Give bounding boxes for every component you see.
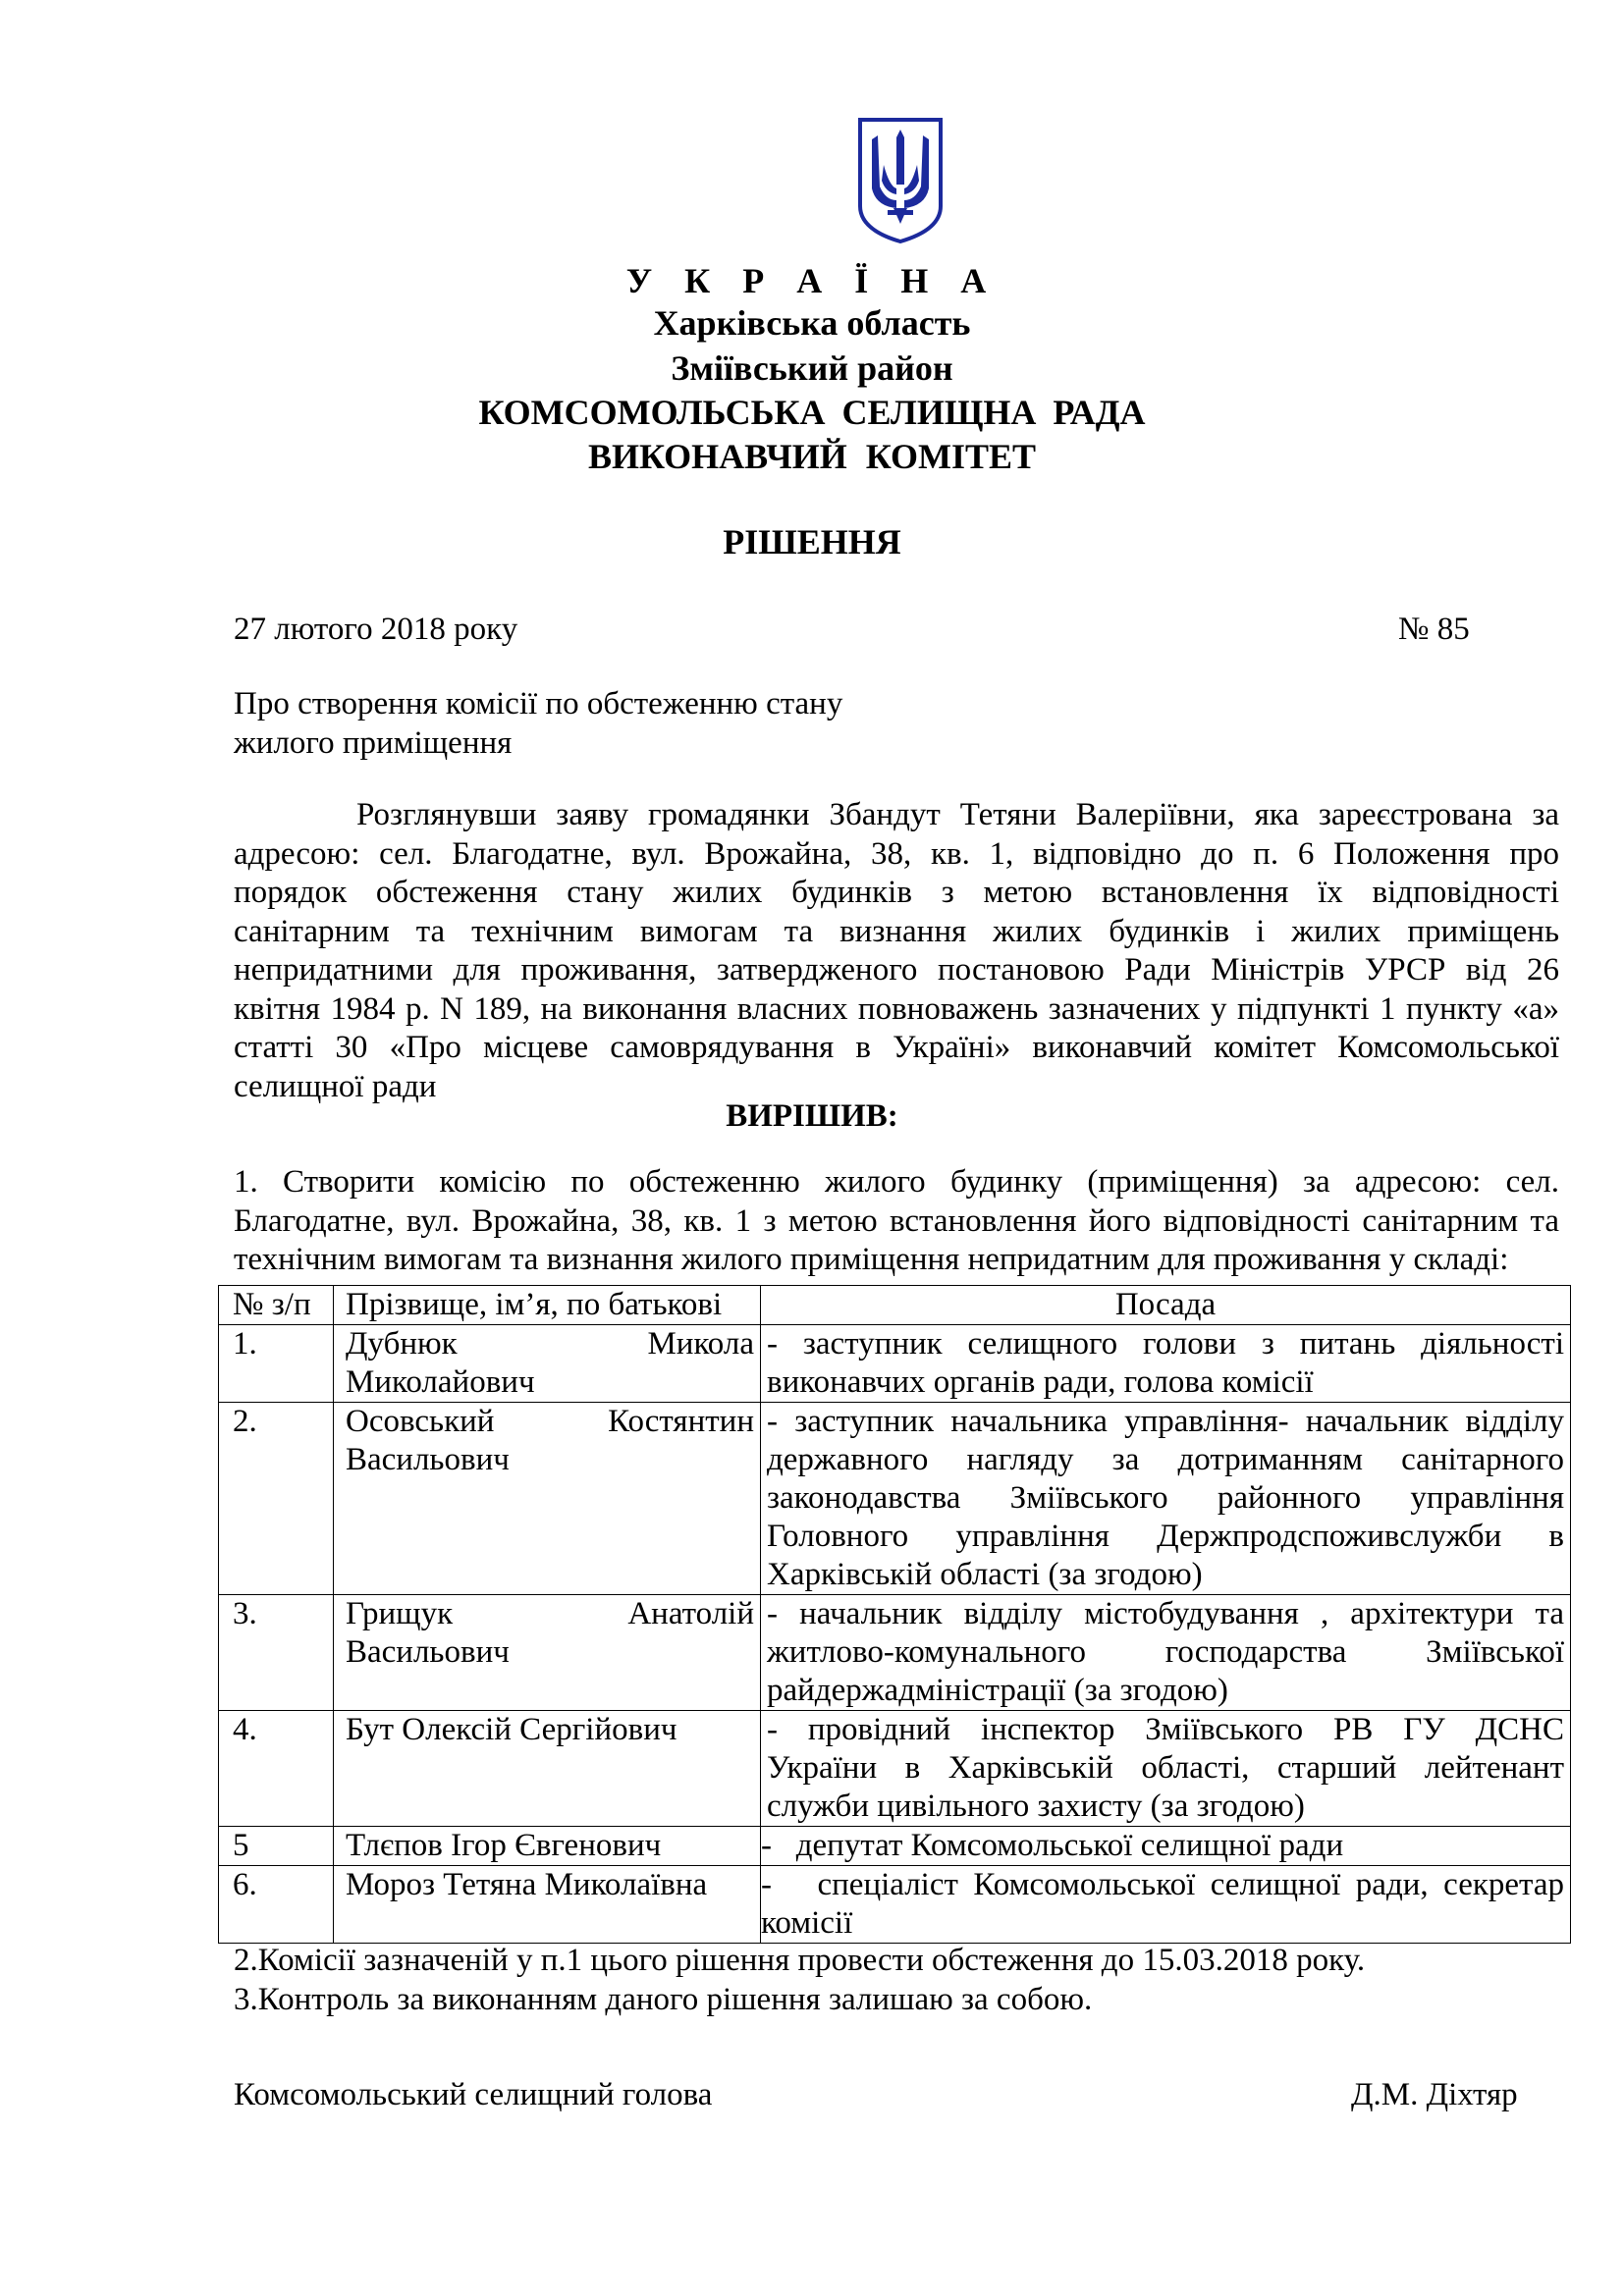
row-number: 4. bbox=[219, 1711, 334, 1827]
member-position bbox=[761, 1711, 1571, 1827]
header-position: Посада bbox=[761, 1286, 1571, 1325]
row-number: 1. bbox=[219, 1325, 334, 1403]
position-line: - депутат Комсомольської селищної ради bbox=[761, 1828, 1344, 1863]
district-title: Зміївський район bbox=[671, 348, 953, 388]
member-position bbox=[761, 1403, 1571, 1595]
row-number: 5 bbox=[219, 1827, 334, 1866]
committee-title: ВИКОНАВЧИЙ КОМІТЕТ bbox=[587, 437, 1037, 476]
preamble-line: санітарним та технічним вимогам та визнання жилих будинків і жилих приміщень bbox=[234, 913, 1559, 949]
decision-number: № 85 bbox=[1398, 612, 1470, 647]
position-line: житлово-комунального господарства Зміївської bbox=[767, 1634, 1564, 1670]
signature-role: Комсомольський селищний голова bbox=[234, 2077, 713, 2112]
member-name bbox=[334, 1827, 761, 1866]
position-line: Харківській області (за згодою) bbox=[767, 1557, 1203, 1592]
document-type-title: РІШЕННЯ bbox=[723, 522, 901, 561]
row-number: 2. bbox=[219, 1403, 334, 1595]
item-1-line: 1. Створити комісію по обстеженню жилого будинку (приміщення) за адресою: сел. bbox=[234, 1164, 1559, 1200]
member-name bbox=[334, 1595, 761, 1711]
position-line: - заступник селищного голови з питань діяльності bbox=[767, 1326, 1564, 1362]
member-name bbox=[334, 1325, 761, 1403]
row-number: 6. bbox=[219, 1866, 334, 1944]
position-line: законодавства Зміївського районного управління bbox=[767, 1480, 1564, 1516]
position-line: виконавчих органів ради, голова комісії bbox=[767, 1364, 1314, 1400]
preamble-line: непридатними для проживання, затвердженого постановою Ради Міністрів УРСР від 26 bbox=[234, 952, 1559, 988]
preamble-line: порядок обстеження стану жилих будинків з метою встановлення їх відповідності bbox=[234, 875, 1559, 910]
signature-name: Д.М. Діхтяр bbox=[1351, 2077, 1518, 2112]
item-1-line: Благодатне, вул. Врожайна, 38, кв. 1 з метою встановлення його відповідності санітарним та bbox=[234, 1202, 1559, 1239]
member-name-line: Мороз Тетяна Миколаївна bbox=[346, 1867, 708, 1902]
member-name-line: Дубнюк Микола bbox=[346, 1326, 754, 1362]
row-number: 3. bbox=[219, 1595, 334, 1711]
member-position bbox=[761, 1595, 1571, 1711]
position-line: - провідний інспектор Зміївського РВ ГУ ДСНС bbox=[767, 1712, 1564, 1747]
position-line: комісії bbox=[761, 1905, 853, 1941]
preamble-line: квітня 1984 р. N 189, на виконання власних повноважень зазначених у підпункті 1 пункту «а» bbox=[234, 990, 1559, 1027]
table-row bbox=[219, 1595, 1571, 1711]
item-2-text: 2.Комісії зазначеній у п.1 цього рішення провести обстеження до 15.03.2018 року. bbox=[234, 1943, 1366, 1978]
coat-of-arms-trident-icon bbox=[856, 116, 945, 245]
table-row bbox=[219, 1403, 1571, 1595]
member-position bbox=[761, 1866, 1571, 1944]
position-line: - спеціаліст Комсомольської селищної ради, секретар bbox=[761, 1867, 1564, 1902]
item-1-line: технічним вимогам та визнання жилого приміщення непридатним для проживання у складі: bbox=[234, 1242, 1509, 1277]
preamble-paragraph bbox=[234, 796, 1559, 1106]
committee-table bbox=[218, 1285, 1571, 1944]
position-line: райдержадміністрації (за згодою) bbox=[767, 1673, 1228, 1708]
preamble-line: Розглянувши заяву громадянки Збандут Тетяни Валеріївни, яка зареєстрована за bbox=[356, 797, 1559, 832]
member-name-line: Миколайович bbox=[346, 1364, 535, 1400]
position-line: Головного управління Держпродспоживслужби в bbox=[767, 1519, 1564, 1554]
member-name bbox=[334, 1866, 761, 1944]
position-line: - заступник начальника управління- начальник відділу bbox=[767, 1404, 1564, 1439]
member-name-line: Бут Олексій Сергійович bbox=[346, 1712, 677, 1747]
decided-heading: ВИРІШИВ: bbox=[726, 1098, 898, 1134]
member-name-line: Грищук Анатолій bbox=[346, 1596, 754, 1631]
member-name bbox=[334, 1403, 761, 1595]
item-3-text: 3.Контроль за виконанням даного рішення залишаю за собою. bbox=[234, 1982, 1093, 2017]
preamble-line: селищної ради bbox=[234, 1068, 437, 1104]
preamble-line: адресою: сел. Благодатне, вул. Врожайна, 38, кв. 1, відповідно до п. 6 Положення про bbox=[234, 835, 1559, 872]
council-title: КОМСОМОЛЬСЬКА СЕЛИЩНА РАДА bbox=[478, 393, 1146, 432]
position-line: - начальник відділу містобудування , архітектури та bbox=[767, 1596, 1564, 1631]
member-position bbox=[761, 1325, 1571, 1403]
decision-date: 27 лютого 2018 року bbox=[234, 612, 518, 647]
table-header-row bbox=[219, 1286, 1571, 1325]
position-line: служби цивільного захисту (за згодою) bbox=[767, 1789, 1305, 1824]
header-number: № з/п bbox=[219, 1286, 334, 1325]
table-row bbox=[219, 1827, 1571, 1866]
position-line: України в Харківській області, старший лейтенант bbox=[767, 1750, 1564, 1786]
subject-line: жилого приміщення bbox=[234, 725, 513, 761]
member-position bbox=[761, 1827, 1571, 1866]
table-row bbox=[219, 1711, 1571, 1827]
member-name bbox=[334, 1711, 761, 1827]
table-row bbox=[219, 1325, 1571, 1403]
country-title: У К Р А Ї Н А bbox=[625, 261, 999, 300]
table-row bbox=[219, 1866, 1571, 1944]
member-name-line: Васильович bbox=[346, 1634, 510, 1670]
member-name-line: Тлєпов Ігор Євгенович bbox=[346, 1828, 662, 1863]
member-name-line: Осовський Костянтин bbox=[346, 1404, 754, 1439]
item-1-paragraph bbox=[234, 1163, 1559, 1280]
member-name-line: Васильович bbox=[346, 1442, 510, 1477]
region-title: Харківська область bbox=[653, 303, 971, 343]
preamble-line: статті 30 «Про місцеве самоврядування в Україні» виконавчий комітет Комсомольської bbox=[234, 1030, 1559, 1065]
subject-line: Про створення комісії по обстеженню стану bbox=[234, 686, 843, 721]
header-name: Прізвище, ім’я, по батькові bbox=[334, 1286, 761, 1325]
position-line: державного нагляду за дотриманням санітарного bbox=[767, 1442, 1564, 1477]
